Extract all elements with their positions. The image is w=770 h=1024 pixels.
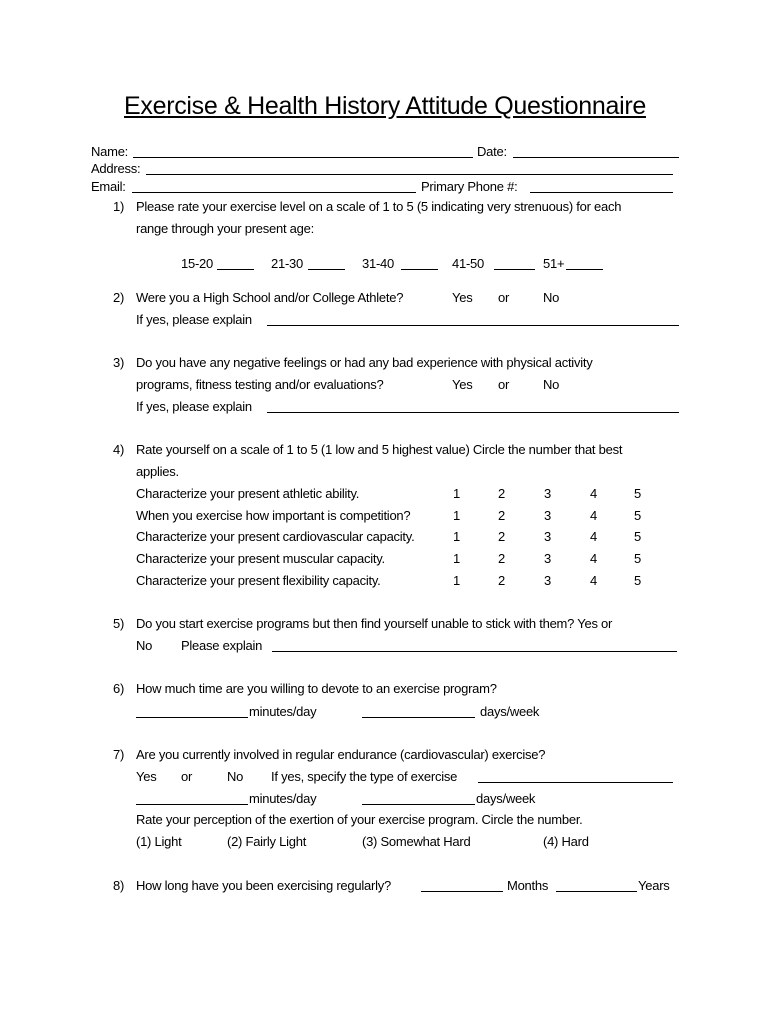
- q4-item-label: Characterize your present cardiovascular capacity.: [136, 529, 415, 544]
- age-range-field[interactable]: [494, 269, 535, 270]
- q4-rating-option[interactable]: 5: [634, 529, 641, 544]
- q7-option-light[interactable]: (1) Light: [136, 834, 182, 849]
- q7-option-somewhat-hard[interactable]: (3) Somewhat Hard: [362, 834, 471, 849]
- phone-field[interactable]: [530, 192, 673, 193]
- email-field[interactable]: [132, 192, 416, 193]
- q4-rating-option[interactable]: 4: [590, 551, 597, 566]
- q7-rate-text: Rate your perception of the exertion of your exercise program. Circle the number.: [136, 812, 583, 827]
- q3-text: Do you have any negative feelings or had any bad experience with physical activity: [136, 355, 593, 370]
- name-label: Name:: [91, 144, 129, 159]
- q8-text: How long have you been exercising regularly?: [136, 878, 391, 893]
- q7-text: Are you currently involved in regular endurance (cardiovascular) exercise?: [136, 747, 546, 762]
- age-range-label: 51+: [543, 256, 565, 271]
- q6-number: 6): [113, 681, 125, 696]
- q4-rating-option[interactable]: 4: [590, 529, 597, 544]
- q6-minutes-field[interactable]: [136, 717, 248, 718]
- q7-minutes-field[interactable]: [136, 804, 248, 805]
- q2-no-option[interactable]: No: [543, 290, 560, 305]
- q4-rating-option[interactable]: 2: [498, 508, 505, 523]
- q3-text-cont: programs, fitness testing and/or evaluations?: [136, 377, 384, 392]
- q4-item-label: Characterize your present muscular capacity.: [136, 551, 385, 566]
- q6-days-field[interactable]: [362, 717, 475, 718]
- q4-text: Rate yourself on a scale of 1 to 5 (1 low and 5 highest value) Circle the number that best: [136, 442, 623, 457]
- age-range-label: 31-40: [362, 256, 394, 271]
- q8-months-field[interactable]: [421, 891, 503, 892]
- q8-years-field[interactable]: [556, 891, 637, 892]
- q2-yes-option[interactable]: Yes: [452, 290, 473, 305]
- q4-text-cont: applies.: [136, 464, 179, 479]
- date-field[interactable]: [513, 157, 679, 158]
- q4-rating-option[interactable]: 3: [544, 529, 551, 544]
- age-range-field[interactable]: [566, 269, 603, 270]
- q3-number: 3): [113, 355, 125, 370]
- q7-specify-label: If yes, specify the type of exercise: [271, 769, 458, 784]
- q4-rating-option[interactable]: 1: [453, 573, 460, 588]
- q3-explain-field[interactable]: [267, 412, 679, 413]
- q4-rating-option[interactable]: 5: [634, 508, 641, 523]
- q4-rating-option[interactable]: 3: [544, 551, 551, 566]
- age-range-label: 21-30: [271, 256, 303, 271]
- q2-text: Were you a High School and/or College Athlete?: [136, 290, 404, 305]
- q1-text-cont: range through your present age:: [136, 221, 314, 236]
- page-title: Exercise & Health History Attitude Questionnaire: [124, 92, 646, 120]
- age-range-field[interactable]: [308, 269, 345, 270]
- q2-explain-label: If yes, please explain: [136, 312, 252, 327]
- age-range-field[interactable]: [217, 269, 254, 270]
- name-field[interactable]: [133, 157, 473, 158]
- q3-explain-label: If yes, please explain: [136, 399, 252, 414]
- q4-item-label: Characterize your present flexibility capacity.: [136, 573, 381, 588]
- q4-rating-option[interactable]: 4: [590, 573, 597, 588]
- q2-number: 2): [113, 290, 125, 305]
- q5-number: 5): [113, 616, 125, 631]
- q7-option-hard[interactable]: (4) Hard: [543, 834, 589, 849]
- q5-explain-field[interactable]: [272, 651, 677, 652]
- q4-rating-option[interactable]: 2: [498, 573, 505, 588]
- q7-days-label: days/week: [476, 791, 536, 806]
- q2-or: or: [498, 290, 510, 305]
- q4-rating-option[interactable]: 3: [544, 573, 551, 588]
- address-label: Address:: [91, 161, 141, 176]
- q4-rating-option[interactable]: 1: [453, 529, 460, 544]
- q4-rating-option[interactable]: 4: [590, 486, 597, 501]
- q5-no-option[interactable]: No: [136, 638, 153, 653]
- q4-rating-option[interactable]: 2: [498, 529, 505, 544]
- q1-text: Please rate your exercise level on a scale of 1 to 5 (5 indicating very strenuous) for each: [136, 199, 622, 214]
- q7-exercise-type-field[interactable]: [478, 782, 673, 783]
- age-range-field[interactable]: [401, 269, 438, 270]
- age-range-label: 15-20: [181, 256, 213, 271]
- q7-yes-option[interactable]: Yes: [136, 769, 157, 784]
- q2-explain-field[interactable]: [267, 325, 679, 326]
- q4-rating-option[interactable]: 1: [453, 486, 460, 501]
- q1-number: 1): [113, 199, 125, 214]
- q4-item-label: When you exercise how important is competition?: [136, 508, 411, 523]
- q8-months-label: Months: [507, 878, 549, 893]
- q4-rating-option[interactable]: 1: [453, 551, 460, 566]
- q6-text: How much time are you willing to devote to an exercise program?: [136, 681, 497, 696]
- age-range-label: 41-50: [452, 256, 484, 271]
- q7-or: or: [181, 769, 193, 784]
- q4-rating-option[interactable]: 2: [498, 486, 505, 501]
- address-field[interactable]: [146, 174, 673, 175]
- q4-rating-option[interactable]: 2: [498, 551, 505, 566]
- q4-rating-option[interactable]: 1: [453, 508, 460, 523]
- q4-number: 4): [113, 442, 125, 457]
- date-label: Date:: [477, 144, 507, 159]
- q7-no-option[interactable]: No: [227, 769, 244, 784]
- q3-no-option[interactable]: No: [543, 377, 560, 392]
- q4-rating-option[interactable]: 3: [544, 508, 551, 523]
- q4-rating-option[interactable]: 5: [634, 573, 641, 588]
- phone-label: Primary Phone #:: [421, 179, 518, 194]
- q8-number: 8): [113, 878, 125, 893]
- email-label: Email:: [91, 179, 126, 194]
- q7-minutes-label: minutes/day: [249, 791, 317, 806]
- q3-or: or: [498, 377, 510, 392]
- q4-item-label: Characterize your present athletic ability.: [136, 486, 360, 501]
- q5-text: Do you start exercise programs but then find yourself unable to stick with them? Yes or: [136, 616, 613, 631]
- q8-years-label: Years: [638, 878, 670, 893]
- q7-number: 7): [113, 747, 125, 762]
- q6-days-label: days/week: [480, 704, 540, 719]
- q5-explain-label: Please explain: [181, 638, 263, 653]
- q7-days-field[interactable]: [362, 804, 475, 805]
- q6-minutes-label: minutes/day: [249, 704, 317, 719]
- q4-rating-option[interactable]: 5: [634, 486, 641, 501]
- q3-yes-option[interactable]: Yes: [452, 377, 473, 392]
- q4-rating-option[interactable]: 3: [544, 486, 551, 501]
- q7-option-fairly-light[interactable]: (2) Fairly Light: [227, 834, 307, 849]
- q4-rating-option[interactable]: 4: [590, 508, 597, 523]
- q4-rating-option[interactable]: 5: [634, 551, 641, 566]
